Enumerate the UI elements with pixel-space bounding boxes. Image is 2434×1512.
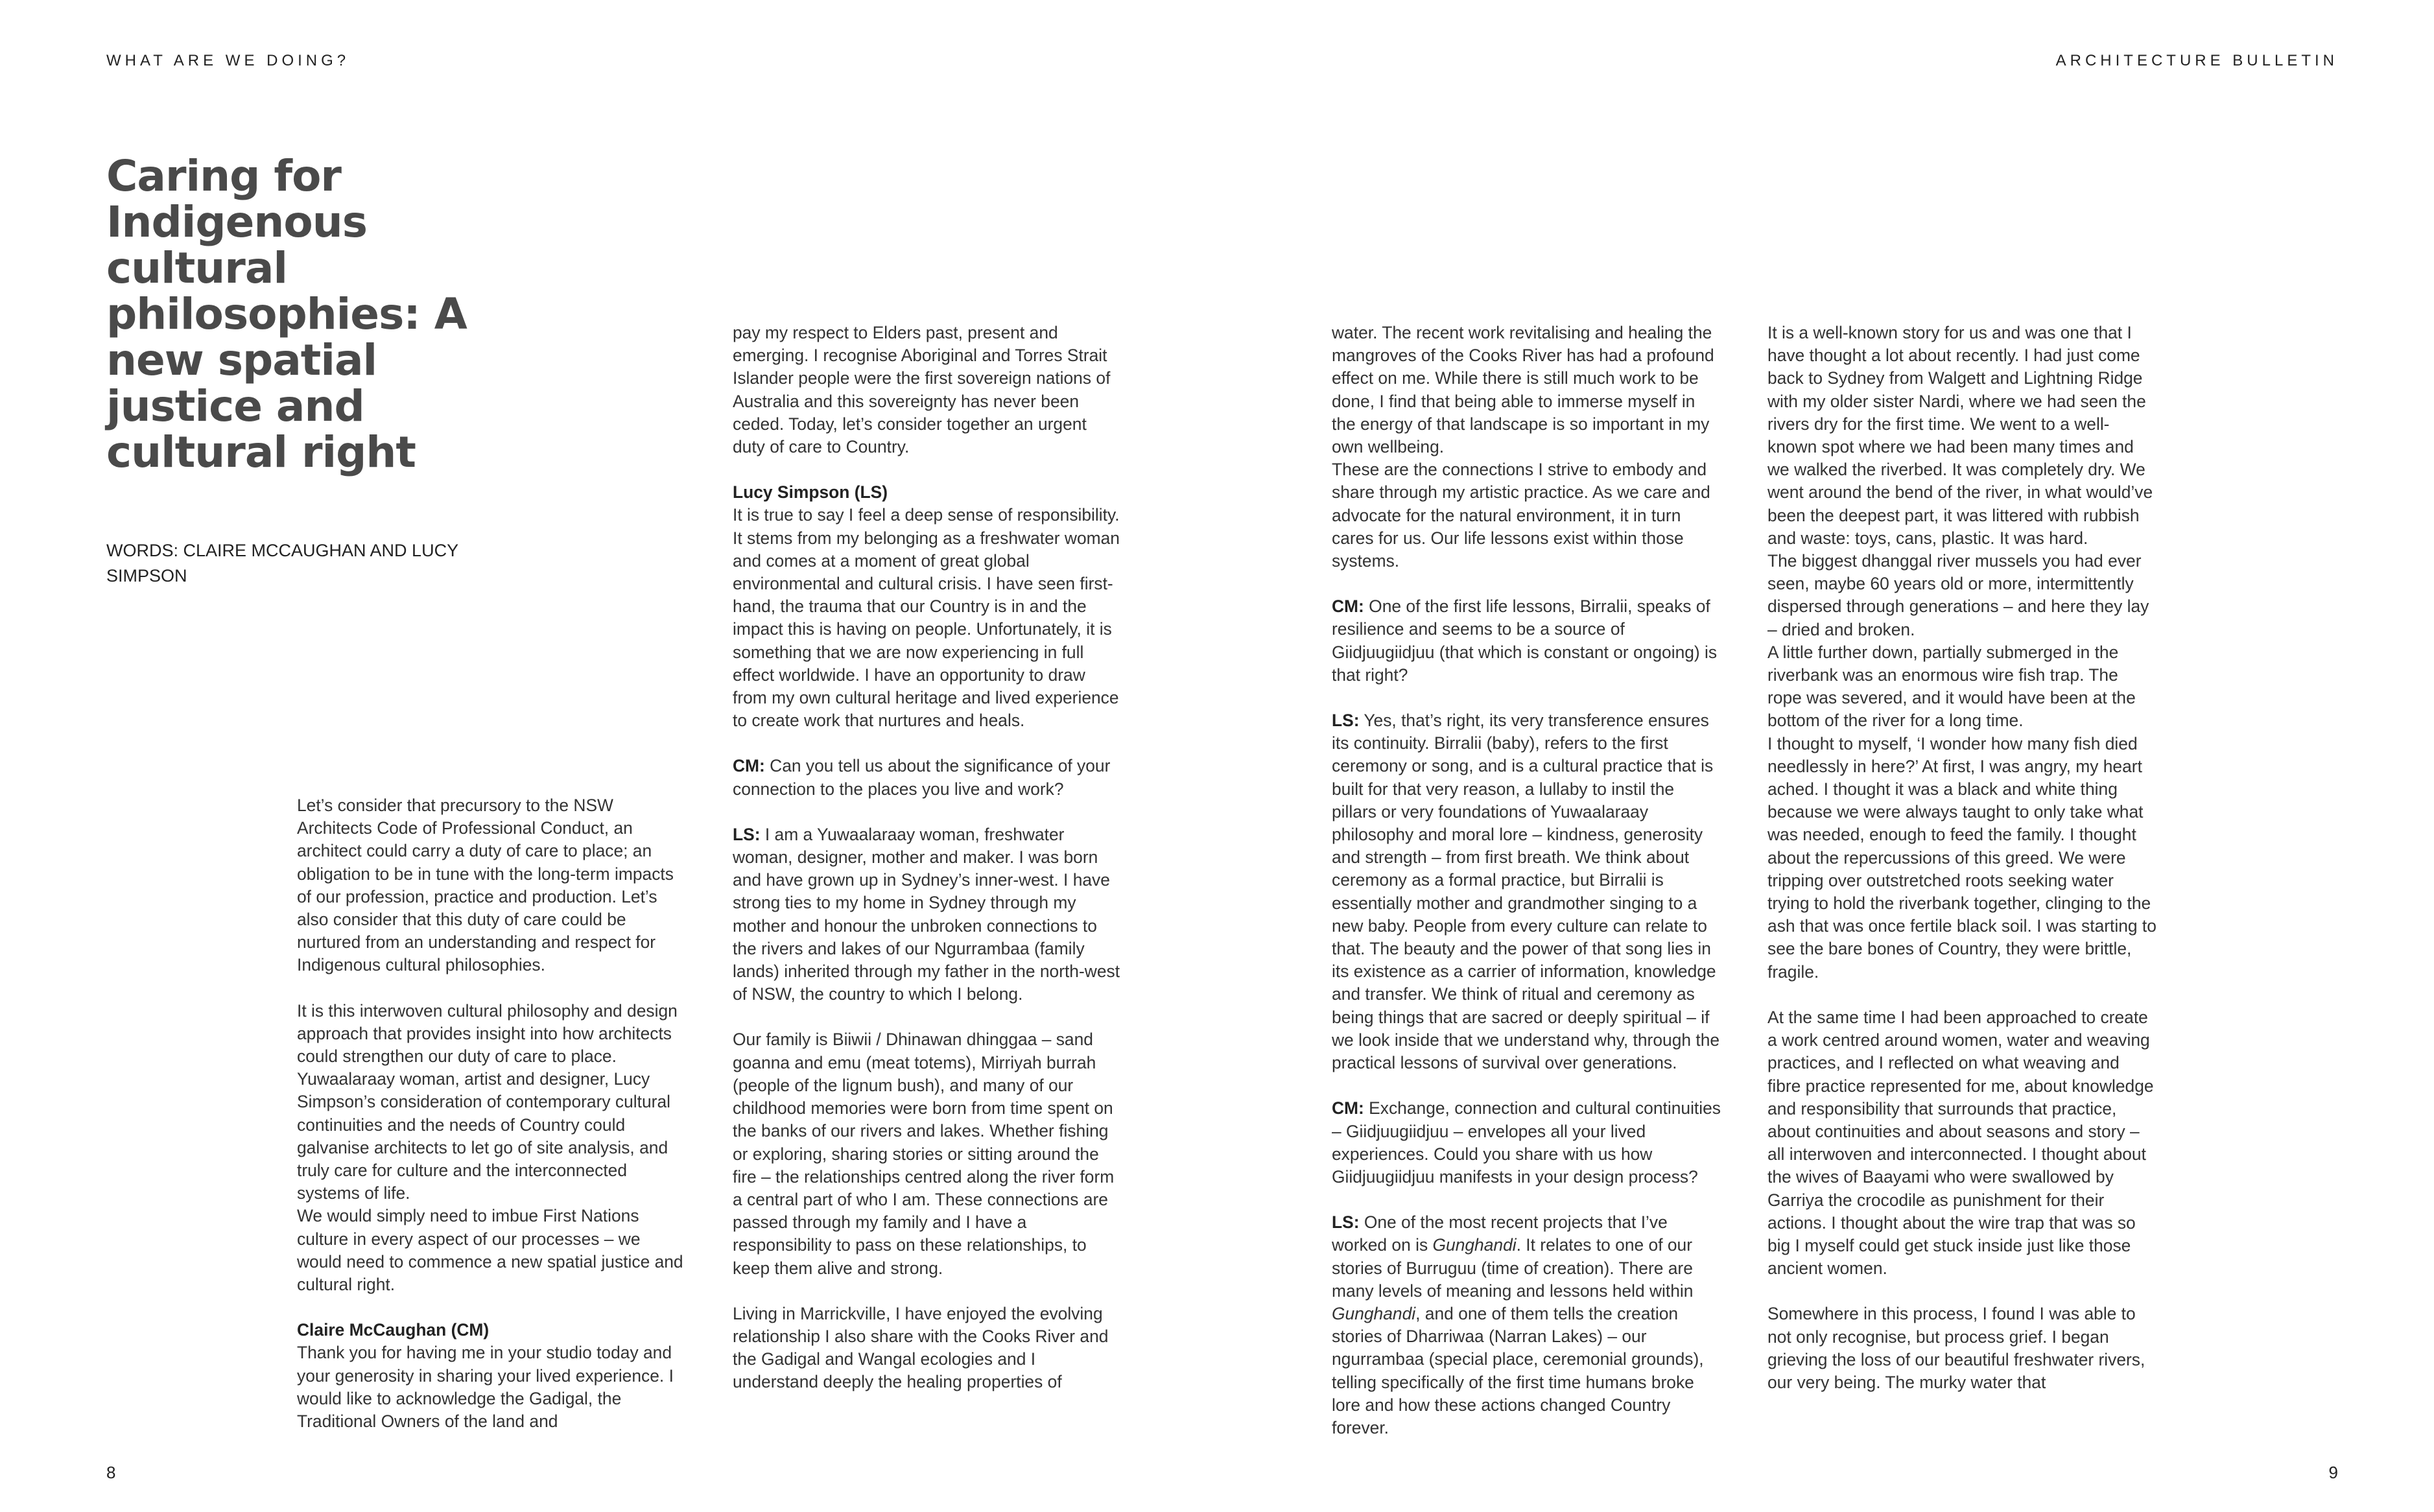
- answer-text: Exchange, connection and cultural continuities – Giidjuugiidjuu – envelopes all your lived experiences. Could you share with us how Giidjuugiidjuu manifests in your design process?: [1332, 1098, 1721, 1187]
- answer-text: Can you tell us about the significance of your connection to the places you live and work?: [733, 756, 1111, 799]
- text-column-4: [1767, 322, 2156, 1417]
- paragraph: It is true to say I feel a deep sense of responsibility. It stems from my belonging as a freshwater woman and comes at a moment of great global environmental and cultural crisis. I have seen first-hand, the trauma that our Country is in and the impact this is having on people. Unfortunately, it is something that we are now experiencing in full effect worldwide. I have an opportunity to draw from my own cultural heritage and lived experience to create work that nurtures and heals.: [733, 505, 1120, 731]
- paragraph: I thought to myself, ‘I wonder how many fish died needlessly in here?’ At first, I was angry, my heart ached. I thought it was a black and white thing because we were always taught to only take what was needed, enough to feed the family. I thought about the repercussions of this greed. We were tripping over outstretched roots seeking water trying to hold the riverbank together, clinging to the ash that was once fertile black soil. I was starting to see the bare bones of Country, they were brittle, fragile.: [1767, 733, 2156, 982]
- speaker-label: LS:: [733, 824, 761, 844]
- paragraph: Thank you for having me in your studio today and your generosity in sharing your lived experience. I would like to acknowledge the Gadigal, the Traditional Owners of the land and: [297, 1343, 674, 1432]
- page-number-right: 9: [2328, 1463, 2338, 1482]
- speaker-label: LS:: [1332, 711, 1360, 731]
- project-title: Gunghandi: [1332, 1303, 1416, 1323]
- paragraph: A little further down, partially submerged in the riverbank was an enormous wire fish trap. The rope was severed, and it would have been at the bottom of the river for a long time.: [1767, 642, 2136, 731]
- speaker-label: LS:: [1332, 1212, 1360, 1233]
- answer-text: Yes, that’s right, its very transference ensures its continuity. Birralii (baby), refers to the first ceremony or song, and is a cultural practice that is built for that very reason, a lullaby to instil the pillars or very foundations of Yuwaalaraay philosophy and moral lore – kindness, generosity and strength – from first breath. We think about ceremony as a formal practice, but Birralii is essentially mother and grandmother singing to a new baby. People from every culture can relate to that. The beauty and the power of that song lies in its existence as a carrier of information, knowledge and transfer. We think of ritual and ceremony as being things that are sacred or deeply spiritual – if we look inside that we understand why, through the practical lessons of survival over generations.: [1332, 711, 1720, 1073]
- speaker-label: Lucy Simpson (LS): [733, 482, 888, 502]
- answer-text: I am a Yuwaalaraay woman, freshwater woman, designer, mother and maker. I was born and have grown up in Sydney’s inner-west. I have strong ties to my home in Sydney through my mother and honour the unbroken connections to the rivers and lakes of our Ngurrambaa (family lands) inherited through my father in the north-west of NSW, the country to which I belong.: [733, 824, 1120, 1004]
- interview-turn: [733, 755, 1122, 800]
- running-head-right: ARCHITECTURE BULLETIN: [2055, 52, 2338, 69]
- project-title: Gunghandi: [1432, 1235, 1517, 1255]
- paragraph: Let’s consider that precursory to the NSW Architects Code of Professional Conduct, an architect could carry a duty of care to place; an obligation to be in tune with the long-term impacts of our profession, practice and production. Let’s also consider that this duty of care could be nurtured from an understanding and respect for Indigenous cultural philosophies.: [297, 796, 674, 975]
- answer-text: One of the first life lessons, Birralii, speaks of resilience and seems to be a source of Giidjuugiidjuu (that which is constant or ongoing) is that right?: [1332, 597, 1718, 685]
- speaker-label: CM:: [733, 756, 765, 776]
- interview-turn: [733, 823, 1122, 1006]
- article-byline: WORDS: CLAIRE MCCAUGHAN AND LUCY SIMPSON: [106, 541, 458, 585]
- interview-turn: [1332, 709, 1721, 1074]
- interview-turn: [733, 481, 1122, 504]
- speaker-label: CM:: [1332, 597, 1364, 617]
- answer-text: One of the most recent projects that I’ve worked on is: [1332, 1212, 1668, 1255]
- paragraph: These are the connections I strive to embody and share through my artistic practice. As we care and advocate for the natural environment, it in turn cares for us. Our life lessons exist within those systems.: [1332, 460, 1710, 571]
- paragraph: It is this interwoven cultural philosophy and design approach that provides insight into how architects could strengthen our duty of care to place. Yuwaalaraay woman, artist and designer, Lucy Simpson’s consideration of contemporary cultural continuities and the needs of Country could galvanise architects to let go of site analysis, and truly care for culture and the interconnected systems of life.: [297, 1000, 678, 1203]
- speaker-label: Claire McCaughan (CM): [297, 1320, 490, 1340]
- paragraph: At the same time I had been approached to create a work centred around women, water and weaving practices, and I reflected on what weaving and fibre practice represented for me, about knowledge and responsibility that surrounds that practice, about continuities and about seasons and story – all interwoven and interconnected. I thought about the wives of Baayami who were swallowed by Garriya the crocodile as punishment for their actions. I thought about the wire trap that was so big I myself could get stuck inside just like those ancient women.: [1767, 1007, 2154, 1279]
- running-head-left: WHAT ARE WE DOING?: [106, 52, 350, 69]
- page-number-left: 8: [106, 1463, 116, 1482]
- interview-turn: [297, 1319, 686, 1341]
- paragraph: pay my respect to Elders past, present and emerging. I recognise Aboriginal and Torres Strait Islander people were the first sovereign nations of Australia and this sovereignty has never been ceded. Today, let’s consider together an urgent duty of care to Country.: [733, 323, 1111, 457]
- answer-text: , and one of them tells the creation stories of Dharriwaa (Narran Lakes) – our ngurrambaa (special place, ceremonial grounds), telling specifically of the first time humans broke lore and how these actions changed Country forever.: [1332, 1303, 1704, 1437]
- paragraph: It is a well-known story for us and was one that I have thought a lot about recently. I had just come back to Sydney from Walgett and Lightning Ridge with my older sister Nardi, where we had seen the rivers dry for the first time. We went to a well-known spot where we had been many times and we walked the riverbed. It was completely dry. We went around the bend of the river, in what would’ve been the deepest part, it was littered with rubbish and waste: toys, cans, plastic. It was hard.: [1767, 323, 2153, 548]
- interview-turn: [1332, 1211, 1721, 1439]
- text-column-3: [1332, 322, 1721, 1462]
- paragraph: The biggest dhanggal river mussels you had ever seen, maybe 60 years old or more, intermittently dispersed through generations – and here they lay – dried and broken.: [1767, 551, 2149, 639]
- paragraph: Our family is Biiwii / Dhinawan dhinggaa – sand goanna and emu (meat totems), Mirriyah burrah (people of the lignum bush), and many of our childhood memories were born from time spent on the banks of our rivers and lakes. Whether fishing or exploring, sharing stories or sitting around the fire – the relationships centred along the river form a central part of who I am. These connections are passed through my family and I have a responsibility to pass on these relationships, to keep them alive and strong.: [733, 1030, 1115, 1278]
- speaker-label: CM:: [1332, 1098, 1364, 1118]
- text-column-2: [733, 322, 1122, 1417]
- interview-turn: [1332, 1097, 1721, 1188]
- answer-text: . It relates to one of our stories of Burruguu (time of creation). There are many levels of meaning and lessons held within: [1332, 1235, 1694, 1301]
- paragraph: water. The recent work revitalising and healing the mangroves of the Cooks River has had a profound effect on me. While there is still much work to be done, I find that being able to immerse myself in the energy of that landscape is so important in my own wellbeing.: [1332, 323, 1714, 457]
- paragraph: Somewhere in this process, I found I was able to not only recognise, but process grief. I began grieving the loss of our beautiful freshwater rivers, our very being. The murky water that: [1767, 1304, 2145, 1392]
- interview-turn: [1332, 595, 1721, 687]
- paragraph: We would simply need to imbue First Nations culture in every aspect of our processes – we would need to commence a new spatial justice and cultural right.: [297, 1206, 683, 1295]
- text-column-1: [297, 794, 686, 1456]
- paragraph: Living in Marrickville, I have enjoyed the evolving relationship I also share with the Cooks River and the Gadigal and Wangal ecologies and I understand deeply the healing properties of: [733, 1303, 1109, 1392]
- article-title: Caring for Indigenous cultural philosophies: A new spatial justice and cultural right: [106, 151, 467, 477]
